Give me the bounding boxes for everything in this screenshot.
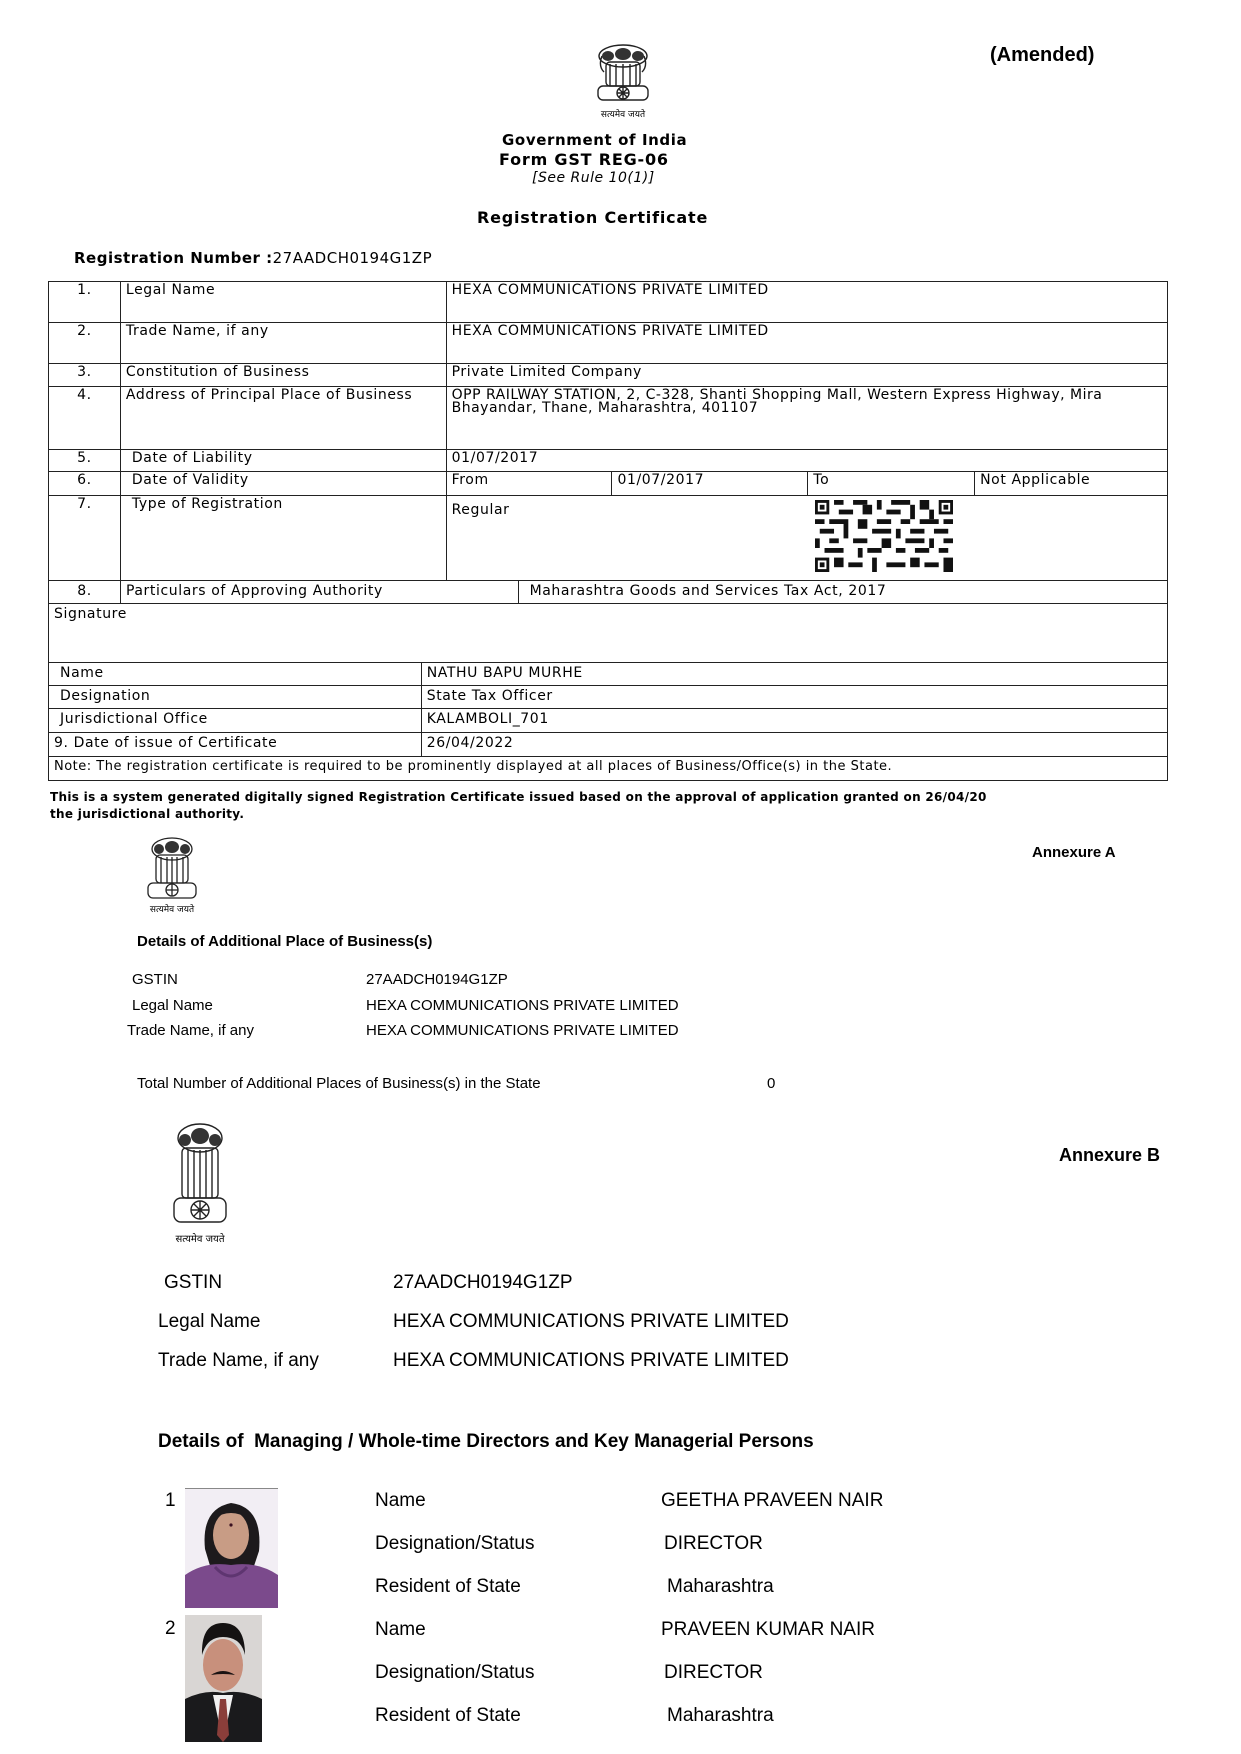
- qr-code-icon: [815, 500, 953, 572]
- display-note: Note: The registration certificate is required to be prominently displayed at all places of Business/Office(s) in the State.: [49, 757, 1168, 781]
- note-row: [49, 757, 1168, 781]
- validity-to-value: Not Applicable: [975, 472, 1168, 496]
- constitution-value: Private Limited Company: [446, 364, 1167, 387]
- table-row: [49, 686, 1168, 709]
- address-value: OPP RAILWAY STATION, 2, C-328, Shanti Shopping Mall, Western Express Highway, Mira Bhayandar, Thane, Maharashtra, 401107: [446, 387, 1167, 450]
- directors-heading: Details of Managing / Whole-time Directors and Key Managerial Persons: [158, 1431, 814, 1452]
- annexure-a-gstin-value: 27AADCH0194G1ZP: [366, 971, 508, 988]
- signature-label: Signature: [49, 604, 1168, 663]
- annexure-b-trade-name-label: Trade Name, if any: [158, 1350, 319, 1371]
- registration-number-value: 27AADCH0194G1ZP: [272, 249, 433, 267]
- row-number: 1.: [49, 282, 121, 323]
- ashoka-emblem-icon: [580, 42, 666, 106]
- director-2-name-label: Name: [375, 1619, 426, 1640]
- annexure-b-legal-name-value: HEXA COMMUNICATIONS PRIVATE LIMITED: [393, 1311, 789, 1332]
- issue-date-value: 26/04/2022: [421, 733, 1167, 757]
- certificate-table: [48, 281, 1168, 581]
- director-2-number: 2: [165, 1618, 176, 1639]
- table-row: [49, 387, 1168, 450]
- government-title: Government of India: [502, 131, 688, 149]
- table-row: [49, 364, 1168, 387]
- row-number: 7.: [49, 496, 121, 581]
- annexure-b-title: Annexure B: [1059, 1145, 1161, 1165]
- table-row: [49, 663, 1168, 686]
- annexure-b-gstin-label: GSTIN: [164, 1272, 223, 1293]
- annexure-b-emblem: [160, 1120, 240, 1245]
- annexure-a-title: Annexure A: [1032, 844, 1116, 861]
- table-row: [49, 581, 1168, 604]
- row-label: Date of Liability: [120, 450, 446, 472]
- row-label: Particulars of Approving Authority: [120, 581, 518, 604]
- row-label: Constitution of Business: [120, 364, 446, 387]
- row-label: Type of Registration: [120, 496, 446, 581]
- row-label: Trade Name, if any: [120, 323, 446, 364]
- director-1-name-label: Name: [375, 1490, 426, 1511]
- annexure-a-legal-name-label: Legal Name: [132, 997, 213, 1014]
- annexure-a-trade-name-label: Trade Name, if any: [127, 1022, 254, 1039]
- director-2-state: Maharashtra: [667, 1705, 774, 1726]
- annexure-a-legal-name-value: HEXA COMMUNICATIONS PRIVATE LIMITED: [366, 997, 679, 1014]
- row-number: 8.: [49, 581, 121, 604]
- director-2-state-label: Resident of State: [375, 1705, 521, 1726]
- annexure-b-trade-name-value: HEXA COMMUNICATIONS PRIVATE LIMITED: [393, 1350, 789, 1371]
- officer-designation-label: Designation: [49, 686, 422, 709]
- director-2-designation: DIRECTOR: [664, 1662, 763, 1683]
- registration-type: Regular: [451, 502, 510, 518]
- jurisdictional-office-value: KALAMBOLI_701: [421, 709, 1167, 733]
- legal-name-value: HEXA COMMUNICATIONS PRIVATE LIMITED: [446, 282, 1167, 323]
- row-label: Address of Principal Place of Business: [120, 387, 446, 450]
- annexure-b-legal-name-label: Legal Name: [158, 1311, 261, 1332]
- officer-name-value: NATHU BAPU MURHE: [421, 663, 1167, 686]
- issue-date-label: 9. Date of issue of Certificate: [49, 733, 422, 757]
- validity-from-value: 01/07/2017: [612, 472, 808, 496]
- approving-authority-table: [48, 580, 1168, 604]
- officer-name-label: Name: [49, 663, 422, 686]
- registration-type-value: [446, 496, 1167, 581]
- annexure-b-gstin-value: 27AADCH0194G1ZP: [393, 1272, 573, 1293]
- director-1-photo: [185, 1488, 278, 1608]
- table-row: [49, 472, 1168, 496]
- officer-designation-value: State Tax Officer: [421, 686, 1167, 709]
- annexure-a-emblem: [136, 835, 208, 915]
- row-number: 4.: [49, 387, 121, 450]
- director-2-photo: [185, 1615, 262, 1742]
- row-number: 2.: [49, 323, 121, 364]
- additional-places-count: 0: [767, 1075, 776, 1092]
- person-photo-icon: [185, 1615, 262, 1742]
- rule-reference: [See Rule 10(1)]: [532, 170, 655, 186]
- page-title: Registration Certificate: [477, 208, 709, 227]
- director-2-designation-label: Designation/Status: [375, 1662, 535, 1683]
- table-row: [49, 496, 1168, 581]
- disclaimer-line-2: the jurisdictional authority.: [50, 807, 245, 821]
- director-1-state: Maharashtra: [667, 1576, 774, 1597]
- row-label: Legal Name: [120, 282, 446, 323]
- table-row: [49, 733, 1168, 757]
- row-number: 3.: [49, 364, 121, 387]
- row-label: Date of Validity: [120, 472, 446, 496]
- ashoka-emblem-icon: [136, 835, 208, 901]
- director-1-designation-label: Designation/Status: [375, 1533, 535, 1554]
- director-1-number: 1: [165, 1490, 176, 1511]
- table-row: [49, 450, 1168, 472]
- disclaimer-line-1: This is a system generated digitally signed Registration Certificate issued based on the approval of application granted on 26/04/20: [50, 790, 987, 804]
- director-2-name: PRAVEEN KUMAR NAIR: [661, 1619, 875, 1640]
- ashoka-emblem-icon: [160, 1120, 240, 1230]
- officer-table: [48, 603, 1168, 781]
- table-row: [49, 282, 1168, 323]
- approving-authority-value: Maharashtra Goods and Services Tax Act, 2017: [518, 581, 1167, 604]
- signature-row: [49, 604, 1168, 663]
- form-title: Form GST REG-06: [499, 150, 669, 169]
- jurisdictional-office-label: Jurisdictional Office: [49, 709, 422, 733]
- director-1-name: GEETHA PRAVEEN NAIR: [661, 1490, 884, 1511]
- annexure-a-trade-name-value: HEXA COMMUNICATIONS PRIVATE LIMITED: [366, 1022, 679, 1039]
- emblem-motto: सत्यमेव जयते: [600, 110, 646, 120]
- row-number: 5.: [49, 450, 121, 472]
- registration-number-label: Registration Number :: [74, 249, 273, 267]
- validity-to-label: To: [808, 472, 975, 496]
- registration-number: [74, 249, 432, 267]
- annexure-a-gstin-label: GSTIN: [132, 971, 178, 988]
- row-number: 6.: [49, 472, 121, 496]
- national-emblem: [580, 42, 666, 120]
- director-1-state-label: Resident of State: [375, 1576, 521, 1597]
- emblem-motto: सत्यमेव जयते: [175, 1234, 225, 1245]
- table-row: [49, 709, 1168, 733]
- validity-from-label: From: [446, 472, 612, 496]
- additional-places-label: Total Number of Additional Places of Business(s) in the State: [137, 1075, 541, 1092]
- amended-tag: (Amended): [990, 44, 1095, 66]
- table-row: [49, 323, 1168, 364]
- person-photo-icon: [185, 1489, 278, 1608]
- trade-name-value: HEXA COMMUNICATIONS PRIVATE LIMITED: [446, 323, 1167, 364]
- director-1-designation: DIRECTOR: [664, 1533, 763, 1554]
- annexure-a-heading: Details of Additional Place of Business(s): [137, 933, 433, 950]
- emblem-motto: सत्यमेव जयते: [149, 905, 195, 915]
- liability-date-value: 01/07/2017: [446, 450, 1167, 472]
